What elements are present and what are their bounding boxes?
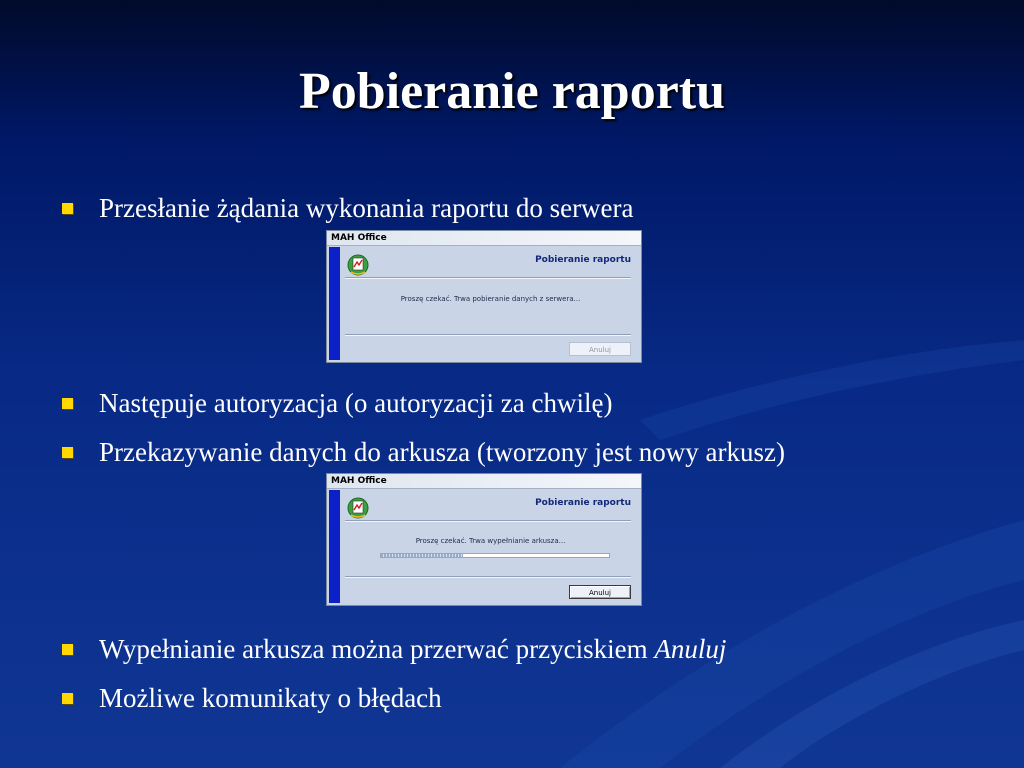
bullet-marker bbox=[62, 447, 73, 458]
app-logo-icon bbox=[346, 253, 370, 277]
app-logo-icon bbox=[346, 496, 370, 520]
bullet-text: Możliwe komunikaty o błędach bbox=[99, 683, 442, 713]
dialog-sidebar-stripe bbox=[329, 247, 340, 360]
dialog-filling-sheet bbox=[326, 473, 642, 606]
bullet-emphasis: Anuluj bbox=[654, 634, 727, 664]
cancel-button[interactable]: Anuluj bbox=[569, 342, 631, 356]
bullet-item bbox=[62, 633, 726, 665]
dialog-heading: Pobieranie raportu bbox=[535, 498, 631, 508]
bullet-marker bbox=[62, 693, 73, 704]
dialog-message: Proszę czekać. Trwa pobieranie danych z serwera... bbox=[400, 295, 581, 303]
progress-bar bbox=[380, 553, 610, 558]
dialog-titlebar[interactable]: MAH Office bbox=[327, 474, 641, 489]
bullet-item bbox=[62, 387, 612, 419]
bullet-text: Wypełnianie arkusza można przerwać przyciskiem bbox=[99, 634, 655, 664]
bullet-marker bbox=[62, 203, 73, 214]
dialog-sidebar-stripe bbox=[329, 490, 340, 603]
bullet-item bbox=[62, 192, 634, 224]
dialog-separator bbox=[345, 520, 631, 522]
bullet-item bbox=[62, 682, 442, 714]
dialog-separator bbox=[345, 576, 631, 578]
dialog-heading: Pobieranie raportu bbox=[535, 255, 631, 265]
dialog-message: Proszę czekać. Trwa wypełnianie arkusza... bbox=[415, 537, 566, 545]
dialog-titlebar[interactable]: MAH Office bbox=[327, 231, 641, 246]
bullet-marker bbox=[62, 644, 73, 655]
dialog-downloading bbox=[326, 230, 642, 363]
bullet-text: Przekazywanie danych do arkusza (tworzony jest nowy arkusz) bbox=[99, 437, 785, 467]
bullet-text: Przesłanie żądania wykonania raportu do serwera bbox=[99, 193, 634, 223]
cancel-button[interactable]: Anuluj bbox=[569, 585, 631, 599]
bullet-item bbox=[62, 436, 785, 468]
bullet-marker bbox=[62, 398, 73, 409]
dialog-separator bbox=[345, 334, 631, 336]
slide-title: Pobieranie raportu bbox=[298, 63, 726, 120]
dialog-separator bbox=[345, 277, 631, 279]
bullet-text: Następuje autoryzacja (o autoryzacji za chwilę) bbox=[99, 388, 613, 418]
progress-fill bbox=[381, 554, 463, 557]
